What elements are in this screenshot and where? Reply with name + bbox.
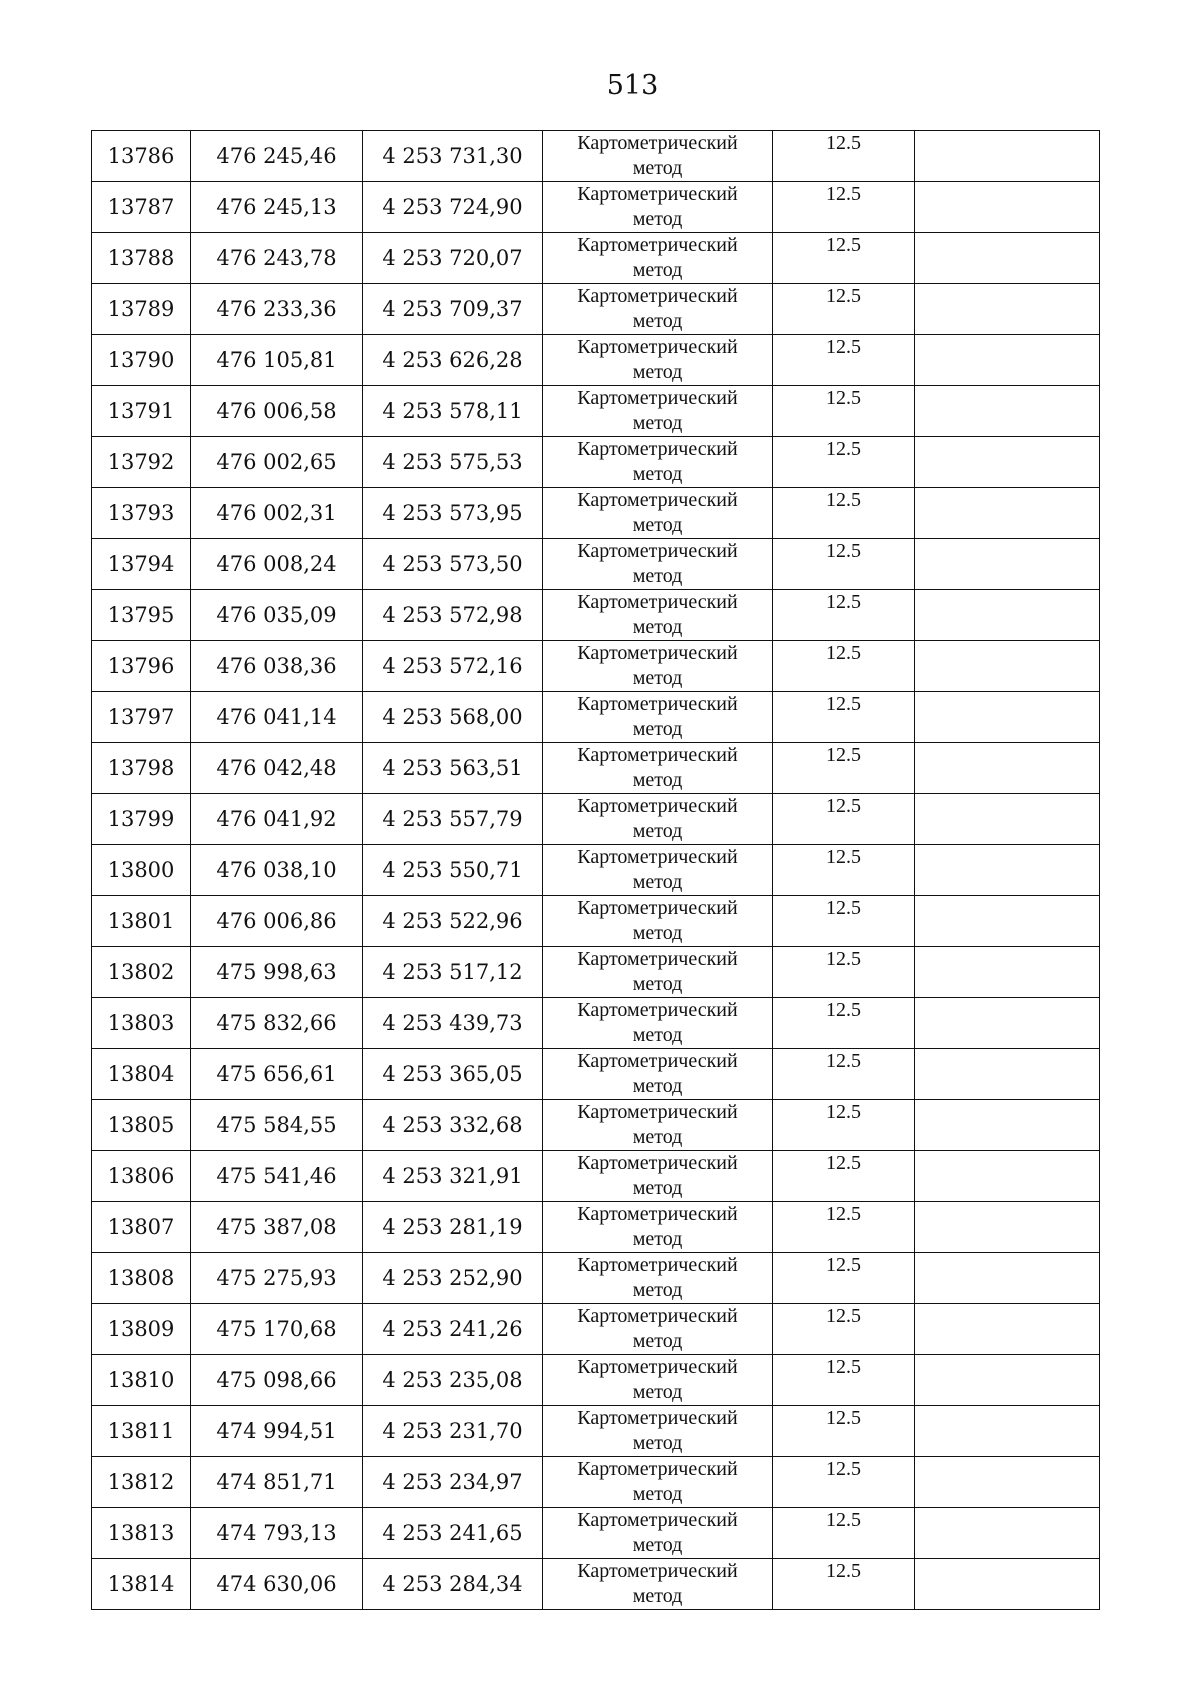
- method-line-2: метод: [632, 922, 683, 944]
- accuracy-cell: 12.5: [773, 947, 915, 998]
- method-line-2: метод: [632, 1330, 683, 1352]
- x-coordinate-cell: 476 233,36: [191, 284, 363, 335]
- method-line-1: Картометрический: [577, 948, 738, 970]
- point-id-cell: 13802: [92, 947, 191, 998]
- point-id-cell: 13795: [92, 590, 191, 641]
- point-id-cell: 13799: [92, 794, 191, 845]
- note-cell: [915, 488, 1100, 539]
- accuracy-cell: 12.5: [773, 437, 915, 488]
- x-coordinate-cell: 475 387,08: [191, 1202, 363, 1253]
- method-line-2: метод: [632, 1279, 683, 1301]
- method-cell: [543, 590, 773, 641]
- accuracy-cell: 12.5: [773, 1457, 915, 1508]
- method-cell: [543, 488, 773, 539]
- method-line-1: Картометрический: [577, 1407, 738, 1429]
- method-cell: [543, 1406, 773, 1457]
- point-id-cell: 13790: [92, 335, 191, 386]
- method-line-2: метод: [632, 463, 683, 485]
- method-line-1: Картометрический: [577, 132, 738, 154]
- y-coordinate-cell: 4 253 231,70: [363, 1406, 543, 1457]
- accuracy-cell: 12.5: [773, 233, 915, 284]
- method-line-2: метод: [632, 1126, 683, 1148]
- y-coordinate-cell: 4 253 572,98: [363, 590, 543, 641]
- table-row: [92, 794, 1100, 845]
- page-number: 513: [606, 70, 659, 101]
- table-row: [92, 1559, 1100, 1610]
- table-row: [92, 539, 1100, 590]
- table-row: [92, 1202, 1100, 1253]
- accuracy-cell: 12.5: [773, 1253, 915, 1304]
- y-coordinate-cell: 4 253 573,50: [363, 539, 543, 590]
- point-id-cell: 13814: [92, 1559, 191, 1610]
- method-line-2: метод: [632, 820, 683, 842]
- table-row: [92, 233, 1100, 284]
- note-cell: [915, 896, 1100, 947]
- note-cell: [915, 233, 1100, 284]
- method-line-1: Картометрический: [577, 1305, 738, 1327]
- note-cell: [915, 131, 1100, 182]
- accuracy-cell: 12.5: [773, 1151, 915, 1202]
- table-row: [92, 641, 1100, 692]
- note-cell: [915, 692, 1100, 743]
- x-coordinate-cell: 476 035,09: [191, 590, 363, 641]
- point-id-cell: 13805: [92, 1100, 191, 1151]
- accuracy-cell: 12.5: [773, 131, 915, 182]
- y-coordinate-cell: 4 253 720,07: [363, 233, 543, 284]
- x-coordinate-cell: 475 541,46: [191, 1151, 363, 1202]
- point-id-cell: 13811: [92, 1406, 191, 1457]
- method-line-1: Картометрический: [577, 642, 738, 664]
- y-coordinate-cell: 4 253 439,73: [363, 998, 543, 1049]
- y-coordinate-cell: 4 253 709,37: [363, 284, 543, 335]
- method-cell: [543, 641, 773, 692]
- table-row: [92, 1508, 1100, 1559]
- x-coordinate-cell: 476 245,46: [191, 131, 363, 182]
- method-line-1: Картометрический: [577, 438, 738, 460]
- method-line-1: Картометрический: [577, 336, 738, 358]
- y-coordinate-cell: 4 253 234,97: [363, 1457, 543, 1508]
- method-line-1: Картометрический: [577, 591, 738, 613]
- note-cell: [915, 1049, 1100, 1100]
- x-coordinate-cell: 476 243,78: [191, 233, 363, 284]
- accuracy-cell: 12.5: [773, 794, 915, 845]
- method-cell: [543, 1049, 773, 1100]
- point-id-cell: 13794: [92, 539, 191, 590]
- accuracy-cell: 12.5: [773, 1304, 915, 1355]
- method-line-1: Картометрический: [577, 1356, 738, 1378]
- note-cell: [915, 539, 1100, 590]
- x-coordinate-cell: 476 041,14: [191, 692, 363, 743]
- method-cell: [543, 998, 773, 1049]
- y-coordinate-cell: 4 253 626,28: [363, 335, 543, 386]
- method-cell: [543, 437, 773, 488]
- method-line-2: метод: [632, 1585, 683, 1607]
- note-cell: [915, 437, 1100, 488]
- y-coordinate-cell: 4 253 321,91: [363, 1151, 543, 1202]
- method-line-1: Картометрический: [577, 1560, 738, 1582]
- note-cell: [915, 1559, 1100, 1610]
- method-cell: [543, 539, 773, 590]
- point-id-cell: 13809: [92, 1304, 191, 1355]
- table-row: [92, 1406, 1100, 1457]
- method-line-2: метод: [632, 412, 683, 434]
- method-cell: [543, 794, 773, 845]
- accuracy-cell: 12.5: [773, 692, 915, 743]
- point-id-cell: 13787: [92, 182, 191, 233]
- accuracy-cell: 12.5: [773, 488, 915, 539]
- x-coordinate-cell: 476 042,48: [191, 743, 363, 794]
- point-id-cell: 13788: [92, 233, 191, 284]
- method-cell: [543, 1355, 773, 1406]
- table-row: [92, 335, 1100, 386]
- table-row: [92, 743, 1100, 794]
- y-coordinate-cell: 4 253 241,65: [363, 1508, 543, 1559]
- y-coordinate-cell: 4 253 578,11: [363, 386, 543, 437]
- x-coordinate-cell: 476 002,65: [191, 437, 363, 488]
- method-line-2: метод: [632, 1432, 683, 1454]
- method-line-1: Картометрический: [577, 1509, 738, 1531]
- y-coordinate-cell: 4 253 575,53: [363, 437, 543, 488]
- method-cell: [543, 1253, 773, 1304]
- y-coordinate-cell: 4 253 550,71: [363, 845, 543, 896]
- x-coordinate-cell: 474 994,51: [191, 1406, 363, 1457]
- method-cell: [543, 1202, 773, 1253]
- table-row: [92, 437, 1100, 488]
- method-cell: [543, 692, 773, 743]
- method-cell: [543, 1100, 773, 1151]
- x-coordinate-cell: 475 275,93: [191, 1253, 363, 1304]
- table-row: [92, 1304, 1100, 1355]
- y-coordinate-cell: 4 253 731,30: [363, 131, 543, 182]
- x-coordinate-cell: 476 041,92: [191, 794, 363, 845]
- coordinates-table: [91, 130, 1100, 1610]
- point-id-cell: 13798: [92, 743, 191, 794]
- method-line-2: метод: [632, 565, 683, 587]
- note-cell: [915, 1202, 1100, 1253]
- table-row: [92, 131, 1100, 182]
- table-row: [92, 590, 1100, 641]
- x-coordinate-cell: 475 832,66: [191, 998, 363, 1049]
- note-cell: [915, 590, 1100, 641]
- accuracy-cell: 12.5: [773, 1100, 915, 1151]
- method-line-2: метод: [632, 208, 683, 230]
- accuracy-cell: 12.5: [773, 845, 915, 896]
- method-line-1: Картометрический: [577, 897, 738, 919]
- table-body: [92, 131, 1100, 1610]
- x-coordinate-cell: 474 630,06: [191, 1559, 363, 1610]
- note-cell: [915, 1406, 1100, 1457]
- method-line-1: Картометрический: [577, 387, 738, 409]
- point-id-cell: 13807: [92, 1202, 191, 1253]
- note-cell: [915, 743, 1100, 794]
- accuracy-cell: 12.5: [773, 182, 915, 233]
- y-coordinate-cell: 4 253 517,12: [363, 947, 543, 998]
- point-id-cell: 13813: [92, 1508, 191, 1559]
- method-line-2: метод: [632, 1075, 683, 1097]
- accuracy-cell: 12.5: [773, 641, 915, 692]
- method-line-1: Картометрический: [577, 540, 738, 562]
- note-cell: [915, 1457, 1100, 1508]
- point-id-cell: 13792: [92, 437, 191, 488]
- method-cell: [543, 1559, 773, 1610]
- accuracy-cell: 12.5: [773, 386, 915, 437]
- note-cell: [915, 1253, 1100, 1304]
- x-coordinate-cell: 475 656,61: [191, 1049, 363, 1100]
- method-line-2: метод: [632, 259, 683, 281]
- accuracy-cell: 12.5: [773, 743, 915, 794]
- method-line-1: Картометрический: [577, 1458, 738, 1480]
- method-line-1: Картометрический: [577, 285, 738, 307]
- table-row: [92, 488, 1100, 539]
- method-line-2: метод: [632, 718, 683, 740]
- point-id-cell: 13800: [92, 845, 191, 896]
- table-row: [92, 182, 1100, 233]
- method-line-2: метод: [632, 1483, 683, 1505]
- y-coordinate-cell: 4 253 365,05: [363, 1049, 543, 1100]
- y-coordinate-cell: 4 253 281,19: [363, 1202, 543, 1253]
- x-coordinate-cell: 474 851,71: [191, 1457, 363, 1508]
- method-line-2: метод: [632, 1381, 683, 1403]
- method-cell: [543, 284, 773, 335]
- table-row: [92, 1151, 1100, 1202]
- method-line-2: метод: [632, 973, 683, 995]
- note-cell: [915, 1151, 1100, 1202]
- method-line-2: метод: [632, 769, 683, 791]
- y-coordinate-cell: 4 253 522,96: [363, 896, 543, 947]
- point-id-cell: 13810: [92, 1355, 191, 1406]
- note-cell: [915, 386, 1100, 437]
- method-line-1: Картометрический: [577, 1203, 738, 1225]
- method-cell: [543, 947, 773, 998]
- accuracy-cell: 12.5: [773, 1406, 915, 1457]
- point-id-cell: 13812: [92, 1457, 191, 1508]
- x-coordinate-cell: 476 245,13: [191, 182, 363, 233]
- x-coordinate-cell: 476 038,36: [191, 641, 363, 692]
- x-coordinate-cell: 475 098,66: [191, 1355, 363, 1406]
- method-line-1: Картометрический: [577, 795, 738, 817]
- method-cell: [543, 896, 773, 947]
- method-cell: [543, 131, 773, 182]
- method-line-2: метод: [632, 361, 683, 383]
- accuracy-cell: 12.5: [773, 896, 915, 947]
- point-id-cell: 13796: [92, 641, 191, 692]
- accuracy-cell: 12.5: [773, 1508, 915, 1559]
- table-row: [92, 1100, 1100, 1151]
- method-cell: [543, 743, 773, 794]
- note-cell: [915, 335, 1100, 386]
- accuracy-cell: 12.5: [773, 1049, 915, 1100]
- y-coordinate-cell: 4 253 724,90: [363, 182, 543, 233]
- method-line-1: Картометрический: [577, 1254, 738, 1276]
- accuracy-cell: 12.5: [773, 539, 915, 590]
- accuracy-cell: 12.5: [773, 998, 915, 1049]
- point-id-cell: 13793: [92, 488, 191, 539]
- x-coordinate-cell: 475 998,63: [191, 947, 363, 998]
- x-coordinate-cell: 476 006,58: [191, 386, 363, 437]
- method-cell: [543, 233, 773, 284]
- method-line-1: Картометрический: [577, 1050, 738, 1072]
- method-line-1: Картометрический: [577, 234, 738, 256]
- method-line-2: метод: [632, 871, 683, 893]
- table-row: [92, 947, 1100, 998]
- table-row: [92, 386, 1100, 437]
- point-id-cell: 13804: [92, 1049, 191, 1100]
- method-cell: [543, 1508, 773, 1559]
- x-coordinate-cell: 475 170,68: [191, 1304, 363, 1355]
- method-line-1: Картометрический: [577, 183, 738, 205]
- method-line-2: метод: [632, 1534, 683, 1556]
- point-id-cell: 13786: [92, 131, 191, 182]
- method-cell: [543, 1304, 773, 1355]
- method-line-2: метод: [632, 1228, 683, 1250]
- x-coordinate-cell: 476 038,10: [191, 845, 363, 896]
- x-coordinate-cell: 476 008,24: [191, 539, 363, 590]
- note-cell: [915, 1508, 1100, 1559]
- note-cell: [915, 182, 1100, 233]
- method-line-2: метод: [632, 310, 683, 332]
- accuracy-cell: 12.5: [773, 335, 915, 386]
- y-coordinate-cell: 4 253 284,34: [363, 1559, 543, 1610]
- note-cell: [915, 794, 1100, 845]
- method-cell: [543, 182, 773, 233]
- point-id-cell: 13806: [92, 1151, 191, 1202]
- y-coordinate-cell: 4 253 568,00: [363, 692, 543, 743]
- y-coordinate-cell: 4 253 572,16: [363, 641, 543, 692]
- y-coordinate-cell: 4 253 557,79: [363, 794, 543, 845]
- method-line-1: Картометрический: [577, 1101, 738, 1123]
- method-line-1: Картометрический: [577, 744, 738, 766]
- note-cell: [915, 947, 1100, 998]
- method-line-1: Картометрический: [577, 1152, 738, 1174]
- point-id-cell: 13803: [92, 998, 191, 1049]
- method-cell: [543, 845, 773, 896]
- y-coordinate-cell: 4 253 235,08: [363, 1355, 543, 1406]
- accuracy-cell: 12.5: [773, 590, 915, 641]
- x-coordinate-cell: 476 105,81: [191, 335, 363, 386]
- y-coordinate-cell: 4 253 332,68: [363, 1100, 543, 1151]
- note-cell: [915, 845, 1100, 896]
- y-coordinate-cell: 4 253 573,95: [363, 488, 543, 539]
- method-line-1: Картометрический: [577, 846, 738, 868]
- note-cell: [915, 998, 1100, 1049]
- point-id-cell: 13801: [92, 896, 191, 947]
- table-row: [92, 1253, 1100, 1304]
- accuracy-cell: 12.5: [773, 1559, 915, 1610]
- method-cell: [543, 335, 773, 386]
- note-cell: [915, 1100, 1100, 1151]
- note-cell: [915, 1304, 1100, 1355]
- method-cell: [543, 1151, 773, 1202]
- table-row: [92, 896, 1100, 947]
- point-id-cell: 13808: [92, 1253, 191, 1304]
- method-line-2: метод: [632, 157, 683, 179]
- table-row: [92, 284, 1100, 335]
- method-line-2: метод: [632, 514, 683, 536]
- point-id-cell: 13791: [92, 386, 191, 437]
- point-id-cell: 13789: [92, 284, 191, 335]
- table-row: [92, 1355, 1100, 1406]
- note-cell: [915, 641, 1100, 692]
- method-cell: [543, 1457, 773, 1508]
- y-coordinate-cell: 4 253 241,26: [363, 1304, 543, 1355]
- note-cell: [915, 1355, 1100, 1406]
- accuracy-cell: 12.5: [773, 284, 915, 335]
- method-line-1: Картометрический: [577, 489, 738, 511]
- accuracy-cell: 12.5: [773, 1202, 915, 1253]
- table-row: [92, 845, 1100, 896]
- method-line-2: метод: [632, 616, 683, 638]
- y-coordinate-cell: 4 253 563,51: [363, 743, 543, 794]
- note-cell: [915, 284, 1100, 335]
- x-coordinate-cell: 476 002,31: [191, 488, 363, 539]
- x-coordinate-cell: 474 793,13: [191, 1508, 363, 1559]
- table-row: [92, 998, 1100, 1049]
- table-row: [92, 692, 1100, 743]
- table-row: [92, 1457, 1100, 1508]
- method-line-2: метод: [632, 667, 683, 689]
- method-line-1: Картометрический: [577, 999, 738, 1021]
- method-cell: [543, 386, 773, 437]
- x-coordinate-cell: 476 006,86: [191, 896, 363, 947]
- method-line-1: Картометрический: [577, 693, 738, 715]
- y-coordinate-cell: 4 253 252,90: [363, 1253, 543, 1304]
- method-line-2: метод: [632, 1024, 683, 1046]
- x-coordinate-cell: 475 584,55: [191, 1100, 363, 1151]
- accuracy-cell: 12.5: [773, 1355, 915, 1406]
- method-line-2: метод: [632, 1177, 683, 1199]
- table-row: [92, 1049, 1100, 1100]
- point-id-cell: 13797: [92, 692, 191, 743]
